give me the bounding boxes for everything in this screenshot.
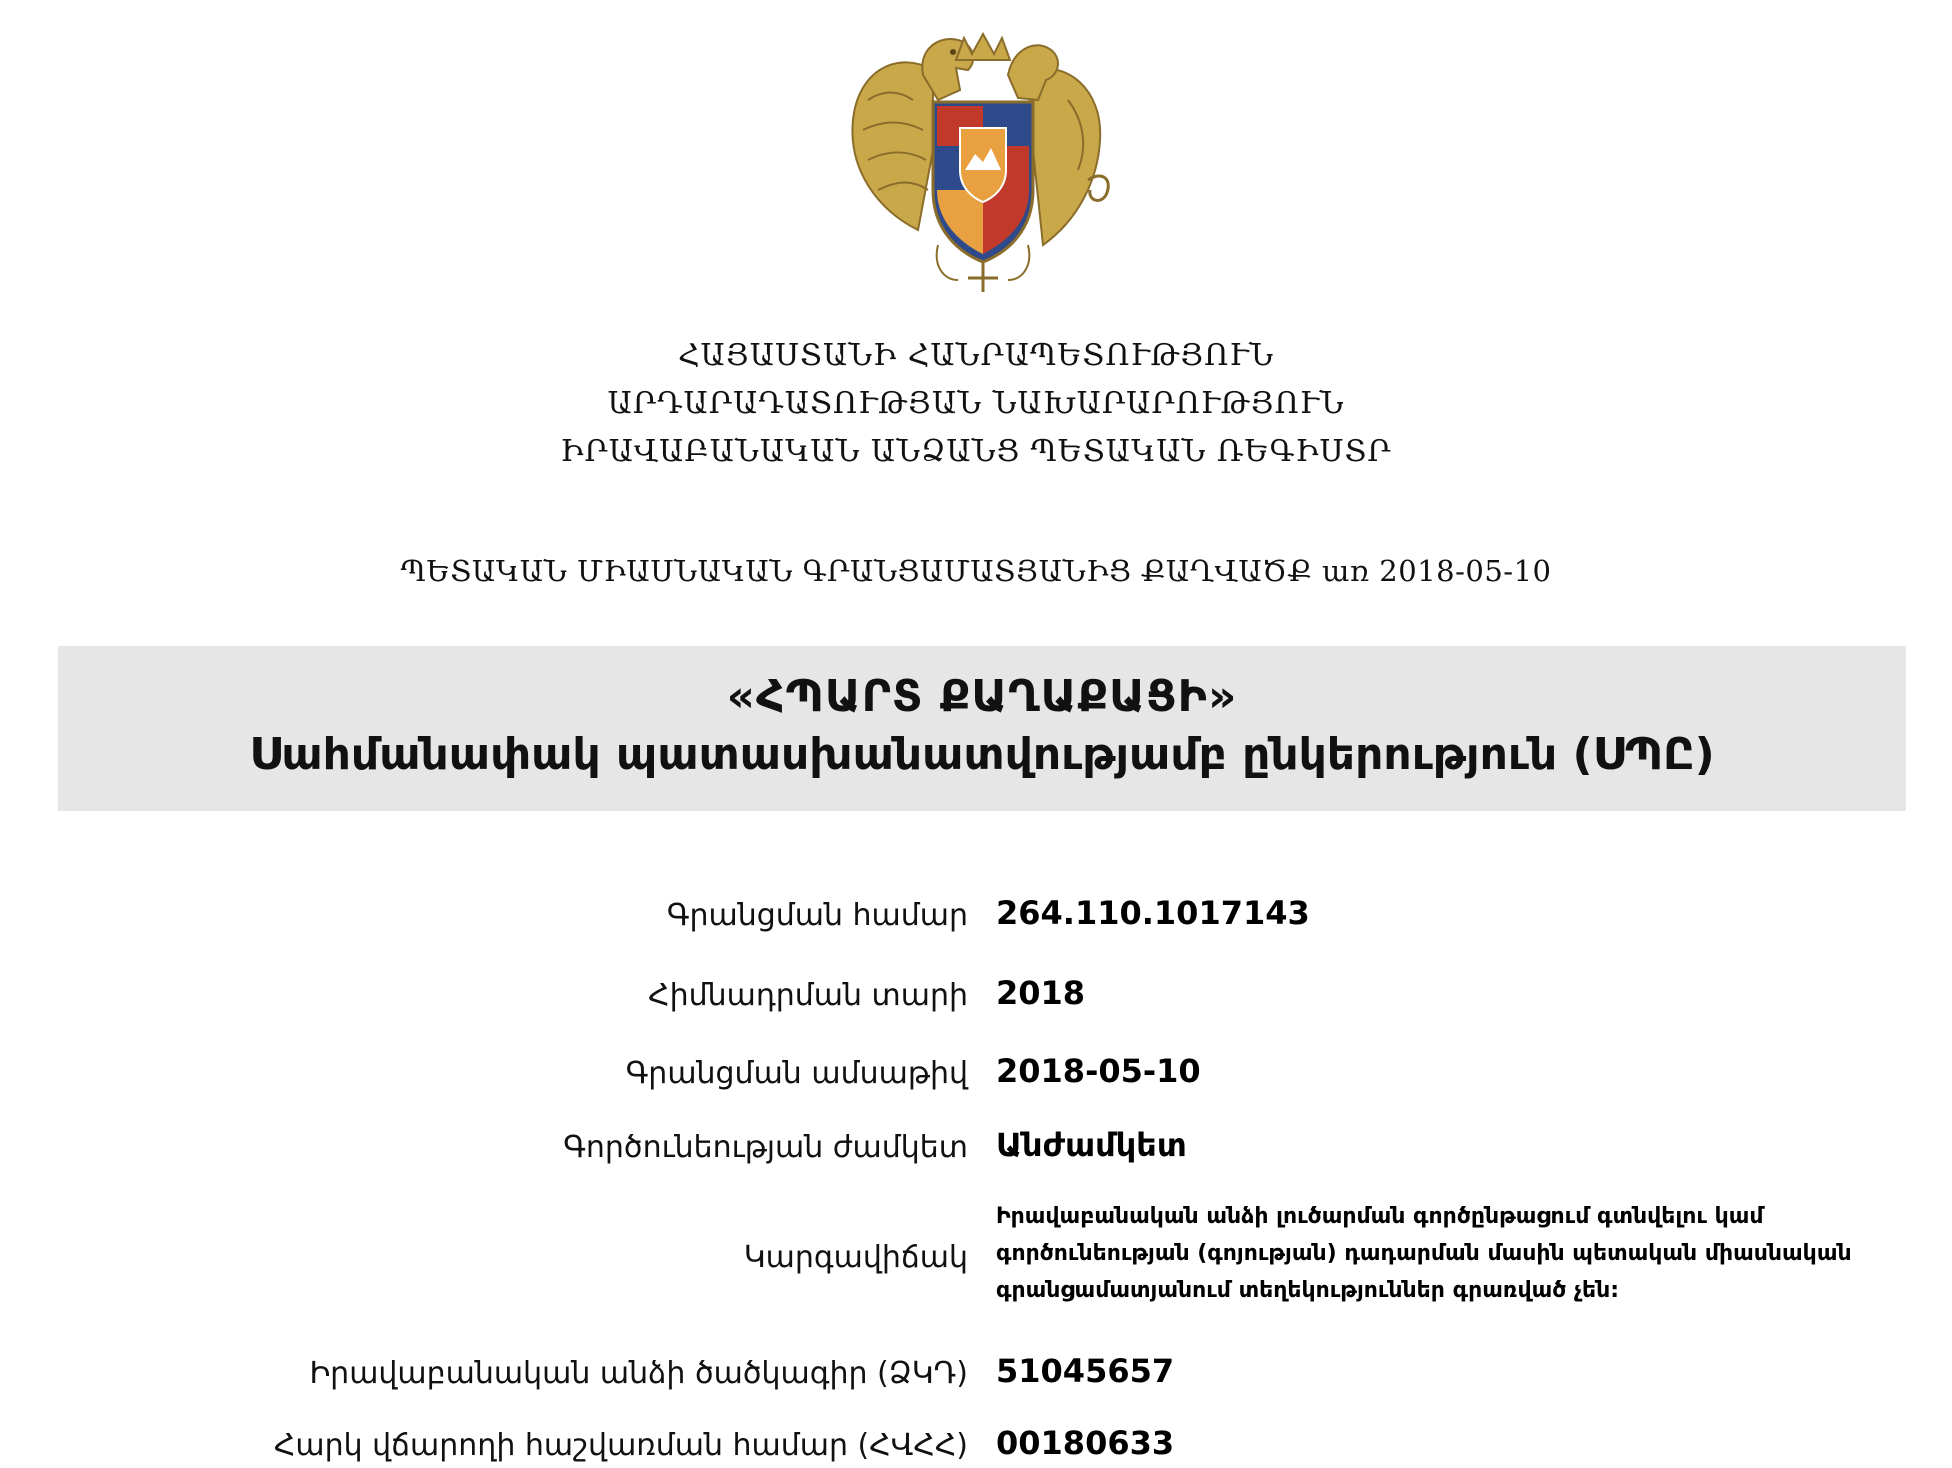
detail-label: Գրանցման ամսաթիվ <box>625 1056 968 1091</box>
detail-label: Կարգավիճակ <box>743 1240 968 1275</box>
detail-value: Անժամկետ <box>996 1126 1187 1164</box>
detail-label: Հիմնադրման տարի <box>648 978 968 1013</box>
detail-value: 2018 <box>996 974 1086 1012</box>
armenian-coat-of-arms-icon <box>838 30 1128 300</box>
company-name-banner <box>58 646 1906 811</box>
authority-registry: ԻՐԱՎԱԲԱՆԱԿԱՆ ԱՆՁԱՆՑ ՊԵՏԱԿԱՆ ՌԵԳԻՍՏՐ <box>560 434 1392 469</box>
authority-ministry: ԱՐԴԱՐԱԴԱՏՈՒԹՅԱՆ ՆԱԽԱՐԱՐՈՒԹՅՈՒՆ <box>607 386 1345 421</box>
issuing-authority <box>0 332 1952 476</box>
coat-of-arms-emblem <box>838 30 1128 300</box>
detail-value: 264.110.1017143 <box>996 894 1310 932</box>
detail-value: 2018-05-10 <box>996 1052 1201 1090</box>
detail-value: Իրավաբանական անձի լուծարման գործընթացում գտնվելու կամ գործունեության (գոյության) դադարման մասին պետական միասնական գրանցամատյանում տեղեկություններ գրառված չեն: <box>996 1204 1852 1303</box>
company-name: «ՀՊԱՐՏ ՔԱՂԱՔԱՑԻ» <box>726 671 1238 722</box>
detail-value: 00180633 <box>996 1424 1175 1462</box>
detail-label: Հարկ վճարողի հաշվառման համար (ՀՎՀՀ) <box>273 1428 968 1463</box>
detail-value: 51045657 <box>996 1352 1175 1390</box>
detail-label: Գրանցման համար <box>666 898 968 933</box>
detail-label: Գործունեության ժամկետ <box>563 1130 968 1165</box>
extract-title: ՊԵՏԱԿԱՆ ՄԻԱՍՆԱԿԱՆ ԳՐԱՆՑԱՄԱՏՅԱՆԻՑ ՔԱՂՎԱԾՔ առ 2018-05-10 <box>400 554 1552 588</box>
authority-country: ՀԱՅԱՍՏԱՆԻ ՀԱՆՐԱՊԵՏՈՒԹՅՈՒՆ <box>677 338 1275 373</box>
detail-label: Իրավաբանական անձի ծածկագիր (ՁԿԴ) <box>309 1356 968 1391</box>
company-legal-form: Սահմանափակ պատասխանատվությամբ ընկերություն (ՍՊԸ) <box>249 729 1715 780</box>
